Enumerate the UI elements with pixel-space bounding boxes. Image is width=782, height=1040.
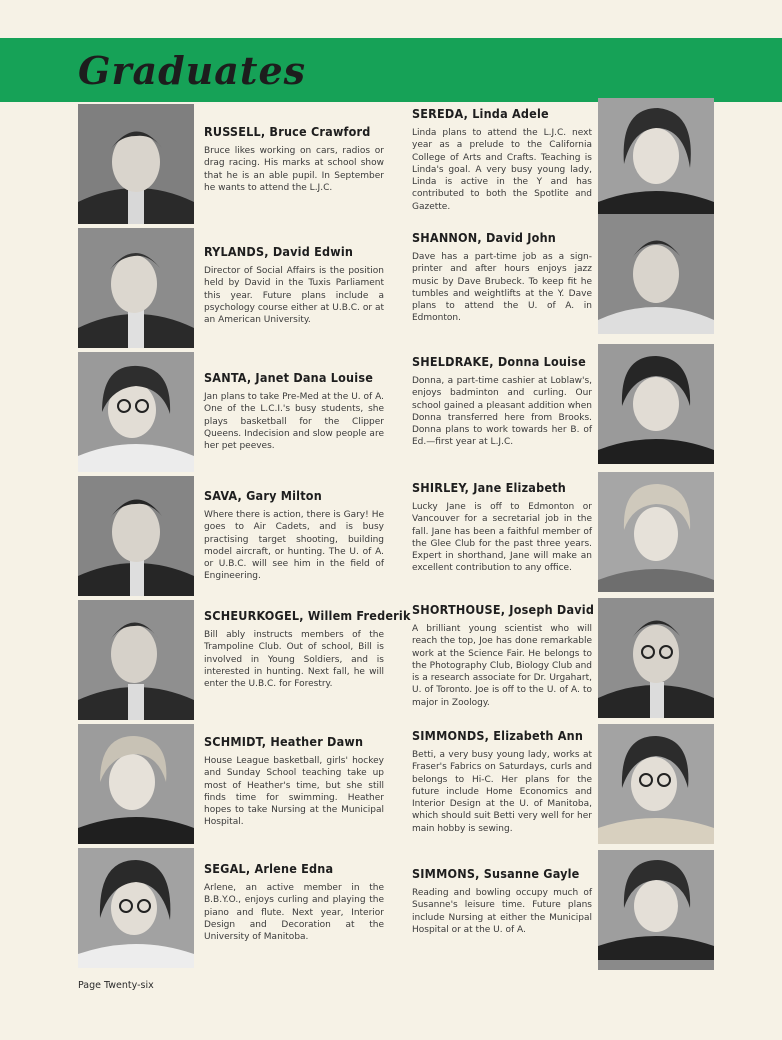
- portrait-photo-simmons: [598, 850, 714, 970]
- student-name: RUSSELL, Bruce Crawford: [204, 124, 371, 139]
- student-bio: Bill ably instructs members of the Trampoline Club. Out of school, Bill is involved in Young Soldiers, and is interested in hunting. Next fall, he will enter the U.B.C. for Forestry.: [204, 630, 384, 690]
- student-bio: Lucky Jane is off to Edmonton or Vancouver for a secretarial job in the fall. Jane has been a faithful member of the Glee Club for the past three years. Expert in shorthand, Jane will make an excellent contribution to any office.: [412, 502, 592, 574]
- student-bio: Dave has a part-time job as a sign-printer and after hours enjoys jazz music by Dave Brubeck. To keep fit he tumbles and weightlifts at the Y. Dave plans to attend the U. of A. in Edmonton.: [412, 252, 592, 324]
- student-bio: Linda plans to attend the L.J.C. next year as a prelude to the California College of Arts and Crafts. Teaching is Linda's goal. A very busy young lady, Linda is active in the Y and has contributed to both the Spotlite and Gazette.: [412, 128, 592, 212]
- student-name: SCHEURKOGEL, Willem Frederik: [204, 608, 411, 623]
- entry-shirley: [412, 480, 592, 575]
- entry-sava: [204, 488, 384, 583]
- portrait-photo-segal: [78, 848, 194, 968]
- student-name: SANTA, Janet Dana Louise: [204, 370, 374, 385]
- student-name: SEREDA, Linda Adele: [412, 106, 549, 121]
- student-bio: Director of Social Affairs is the position held by David in the Tuxis Parliament this year. Future plans include a psychology course either at U.B.C. or at an American University.: [204, 266, 384, 326]
- student-name: SIMMONDS, Elizabeth Ann: [412, 728, 584, 743]
- page-number: Page Twenty-six: [78, 980, 154, 991]
- portrait-photo-sava: [78, 476, 194, 596]
- student-bio: Jan plans to take Pre-Med at the U. of A. One of the L.C.I.'s busy students, she plays basketball for the Clipper Queens. Indecision and slow people are her pet peeves.: [204, 392, 384, 452]
- entry-scheurkogel: [204, 608, 411, 690]
- portrait-photo-simmonds: [598, 724, 714, 844]
- student-name: RYLANDS, David Edwin: [204, 244, 354, 259]
- student-name: SIMMONS, Susanne Gayle: [412, 866, 580, 881]
- entry-sereda: [412, 106, 592, 213]
- student-name: SHIRLEY, Jane Elizabeth: [412, 480, 566, 495]
- entry-shannon: [412, 230, 592, 325]
- student-bio: Where there is action, there is Gary! He goes to Air Cadets, and is busy practising target shooting, building model aircraft, or hunting. The U. of A. or U.B.C. will see him in the field of Engineering.: [204, 510, 384, 582]
- entry-santa: [204, 370, 384, 452]
- student-name: SHANNON, David John: [412, 230, 556, 245]
- entry-segal: [204, 861, 384, 943]
- entry-shorthouse: [412, 602, 595, 709]
- portrait-photo-rylands: [78, 228, 194, 348]
- student-bio: House League basketball, girls' hockey and Sunday School teaching take up most of Heather's time, but she still finds time for swimming. Heather hopes to take Nursing at the Municipal Hospital.: [204, 756, 384, 828]
- student-bio: A brilliant young scientist who will reach the top, Joe has done remarkable work at the Science Fair. He belongs to the Photography Club, Biology Club and is a research associate for Dr. Urgahart, U. of Toronto. Joe is off to the U. of A. to major in Zoology.: [412, 624, 592, 708]
- student-name: SHORTHOUSE, Joseph David: [412, 602, 595, 617]
- page-title: Graduates: [78, 47, 307, 93]
- student-bio: Bruce likes working on cars, radios or drag racing. His marks at school show that he is an able pupil. In September he wants to attend the L.J.C.: [204, 146, 384, 193]
- student-bio: Arlene, an active member in the B.B.Y.O., enjoys curling and playing the piano and flute. Next year, Interior Design and Decoration at the University of Manitoba.: [204, 883, 384, 943]
- entry-rylands: [204, 244, 384, 326]
- portrait-photo-sereda: [598, 98, 714, 218]
- portrait-photo-shorthouse: [598, 598, 714, 718]
- portrait-photo-sheldrake: [598, 344, 714, 464]
- entry-sheldrake: [412, 354, 592, 449]
- portrait-photo-shirley: [598, 472, 714, 592]
- portrait-photo-scheurkogel: [78, 600, 194, 720]
- student-name: SCHMIDT, Heather Dawn: [204, 734, 364, 749]
- entry-russell: [204, 124, 384, 194]
- portrait-photo-shannon: [598, 214, 714, 334]
- student-name: SEGAL, Arlene Edna: [204, 861, 334, 876]
- portrait-photo-russell: [78, 104, 194, 224]
- portrait-photo-santa: [78, 352, 194, 472]
- student-bio: Reading and bowling occupy much of Susanne's leisure time. Future plans include Nursing at either the Municipal Hospital or at the U. of A.: [412, 888, 592, 935]
- entry-simmonds: [412, 728, 592, 835]
- student-name: SAVA, Gary Milton: [204, 488, 322, 503]
- entry-schmidt: [204, 734, 384, 829]
- portrait-photo-schmidt: [78, 724, 194, 844]
- entry-simmons: [412, 866, 592, 936]
- student-bio: Donna, a part-time cashier at Loblaw's, enjoys badminton and curling. Our school gained a pleasant addition when Donna transferred here from Brooks. Donna plans to work towards her B. of Ed.—first year at L.J.C.: [412, 376, 592, 448]
- student-bio: Betti, a very busy young lady, works at Fraser's Fabrics on Saturdays, curls and belongs to Hi-C. Her plans for the future include Home Economics and Interior Design at the U. of Manitoba, which should suit Betti very well for her main hobby is sewing.: [412, 750, 592, 834]
- student-name: SHELDRAKE, Donna Louise: [412, 354, 586, 369]
